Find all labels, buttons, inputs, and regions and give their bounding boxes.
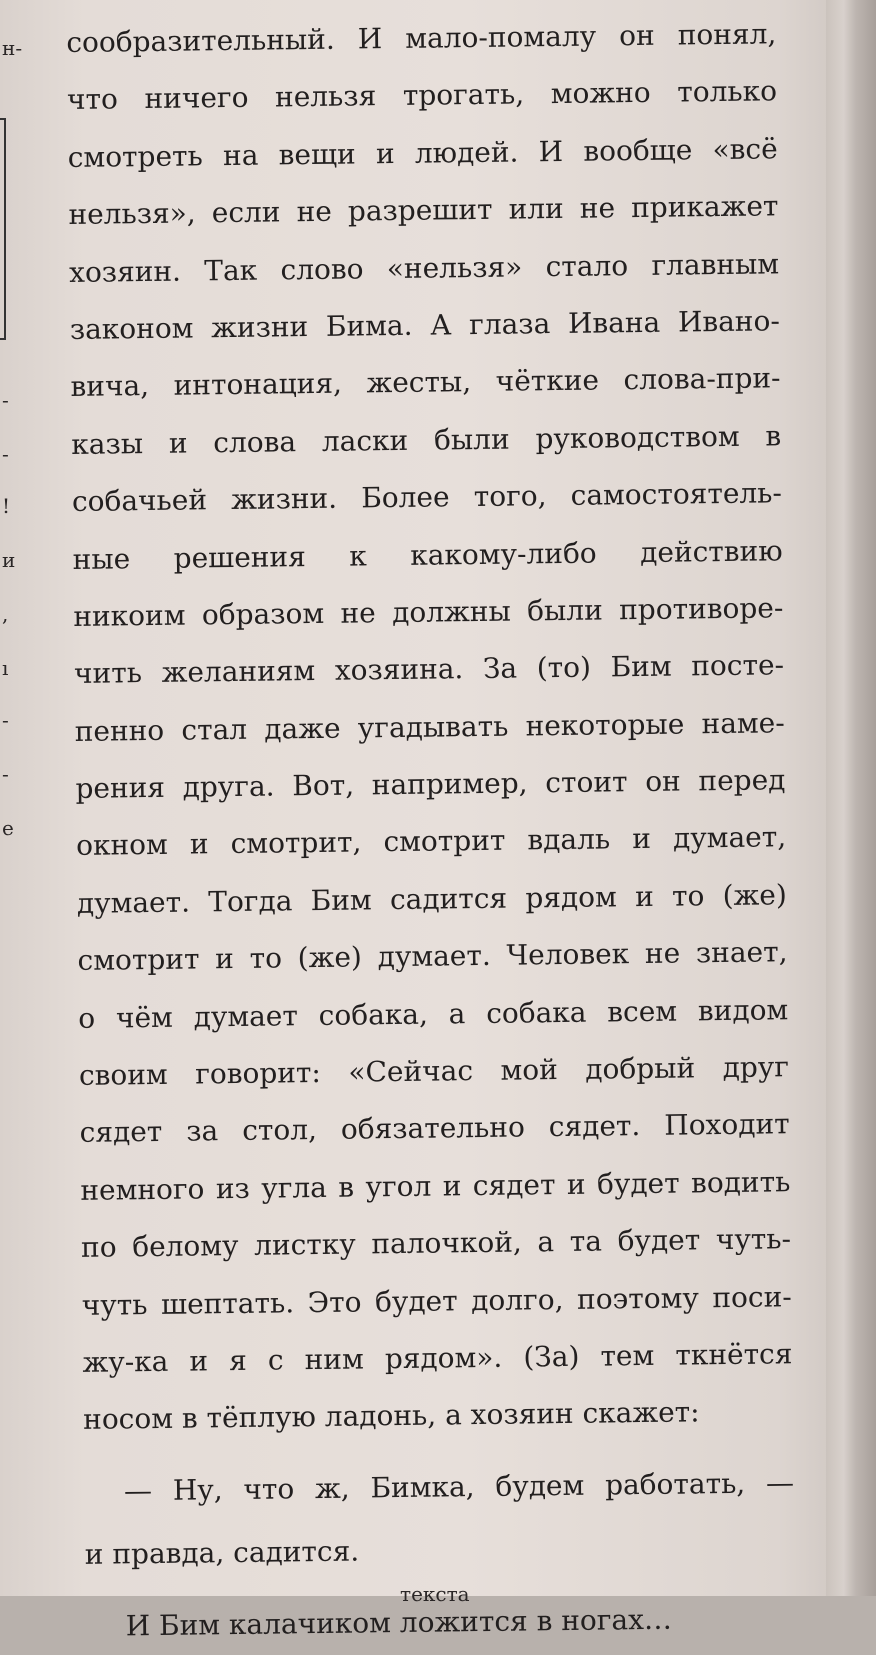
text-line: что ничего нельзя трогать, можно только [66,74,778,117]
page-edge [826,0,876,1596]
text-line: казы и слова ласки были руководством в [71,419,782,461]
text-line: носом в тёплую ладонь, а хозяин скажет: [82,1395,700,1437]
text-line: чить желаниям хозяина. За (то) Бим посте- [73,648,785,691]
cut-off-footer-text: текста [400,1582,470,1606]
text-line: никоим образом не должны были противоре- [73,591,784,633]
text-line: сообразительный. И мало-помалу он понял, [66,17,777,59]
margin-char: - [2,388,9,412]
final-line: И Бим калачиком ложится в ногах… [125,1602,673,1642]
text-line: смотрит и то (же) думает. Человек не знает, [77,935,788,978]
text-line: чуть шептать. Это будет долго, поэтому поси- [81,1279,792,1322]
margin-box [0,118,6,340]
margin-char: и [2,548,16,572]
text-line: вича, интонация, жесты, чёткие слова-при- [70,361,781,404]
margin-char: е [2,816,14,840]
text-line: собачьей жизни. Более того, самостоятель- [71,476,783,519]
dialog-line: — Ну, что ж, Бимка, будем работать, — [123,1465,795,1508]
margin-char: , [2,602,9,626]
text-line: хозяин. Так слово «нельзя» стало главным [68,246,780,289]
text-line: смотреть на вещи и людей. И вообще «всё [67,132,778,174]
text-line: пенно стал даже угадывать некоторые наме- [74,705,785,748]
text-line: законом жизни Бима. А глаза Ивана Ивано- [69,304,781,346]
margin-char: - [2,762,9,786]
text-line: сядет за стол, обязательно сядет. Походит [79,1107,790,1150]
text-line: по белому листку палочкой, а та будет чуть- [80,1222,792,1265]
text-block [66,5,796,1654]
text-line: рения друга. Вот, например, стоит он перед [75,763,786,806]
dialog-end-line: и правда, садится. [84,1534,360,1572]
margin-char: - [2,708,9,732]
margin-char: - [2,442,9,466]
text-line: своим говорит: «Сейчас мой добрый друг [78,1050,790,1092]
margin-char: ! [2,494,11,518]
text-line: думает. Тогда Бим садится рядом и то (же) [76,878,788,920]
text-line: о чём думает собака, а собака всем видом [78,992,789,1035]
text-line: немного из угла в угол и сядет и будет водить [80,1165,791,1207]
margin-char: н- [2,36,23,60]
text-line: жу-ка и я с ним рядом». (За) тем ткнётся [82,1337,793,1379]
margin-char: ı [2,656,9,680]
text-line: нельзя», если не разрешит или не прикажет [68,189,779,232]
text-line: окном и смотрит, смотрит вдаль и думает, [75,820,787,863]
text-line: ные решения к какому-либо действию [72,533,783,576]
